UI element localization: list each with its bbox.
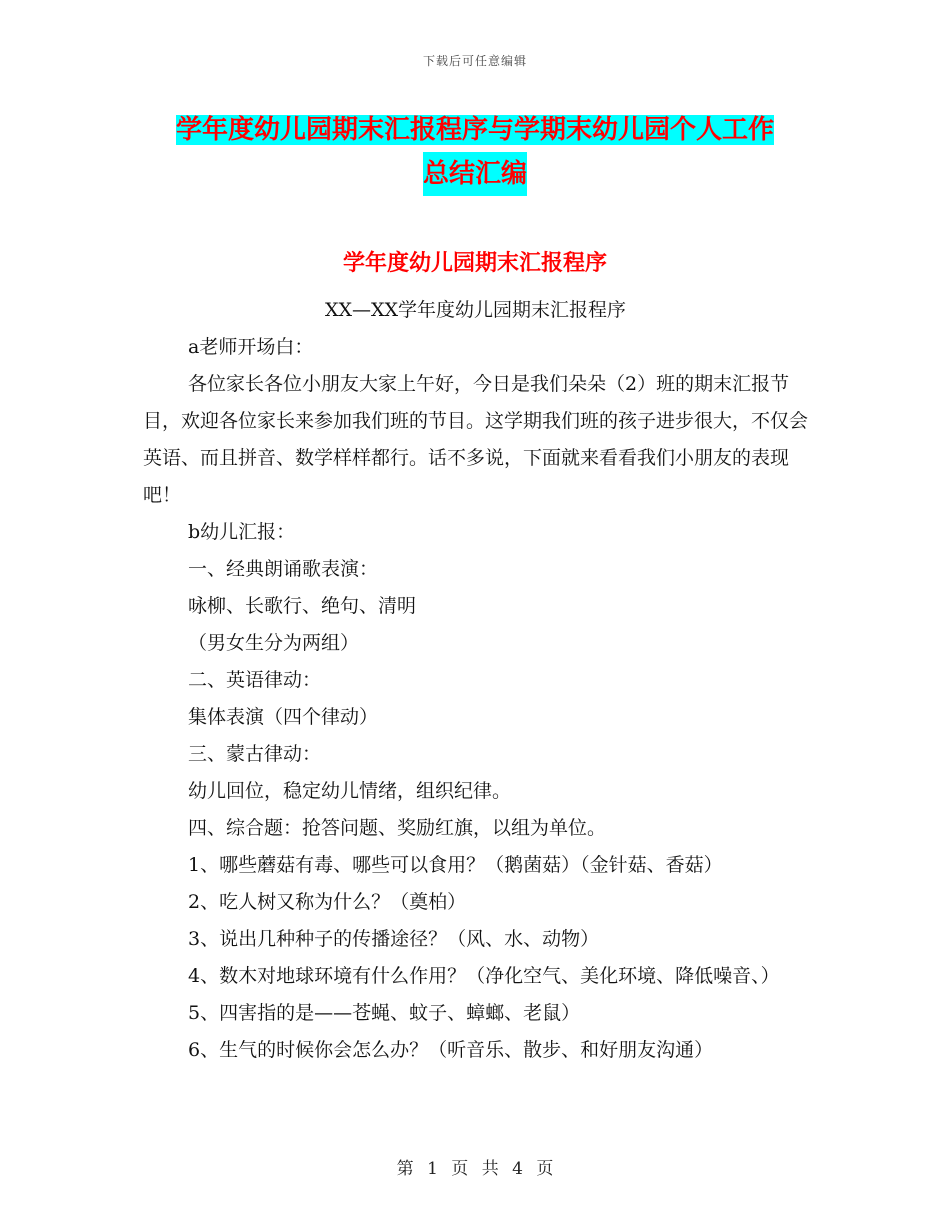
title-line-1: 学年度幼儿园期末汇报程序与学期末幼儿园个人工作 (175, 115, 774, 145)
body-line: 四、综合题：抢答问题、奖励红旗，以组为单位。 (188, 817, 607, 839)
document-body (143, 292, 808, 1069)
body-line: a老师开场白： (188, 336, 314, 358)
quiz-question: 5、四害指的是——苍蝇、蚊子、蟑螂、老鼠） (188, 1002, 581, 1024)
document-title (0, 108, 950, 196)
body-line: （男女生分为两组） (188, 632, 360, 654)
program-subtitle: XX—XX学年度幼儿园期末汇报程序 (324, 299, 627, 321)
quiz-question: 3、说出几种种子的传播途径？（风、水、动物） (188, 928, 600, 950)
body-line: 二、英语律动： (188, 669, 322, 691)
body-line: 咏柳、长歌行、绝句、清明 (188, 595, 417, 617)
opening-speech-paragraph: 各位家长各位小朋友大家上午好，今日是我们朵朵（2）班的期末汇报节目，欢迎各位家长来参加我们班的节目。这学期我们班的孩子进步很大，不仅会英语、而且拼音、数学样样都行。话不多说，下面就来看看我们小朋友的表现吧！ (143, 373, 809, 506)
body-line: b幼儿汇报： (188, 521, 296, 543)
page-header-note: 下载后可任意编辑 (422, 54, 527, 68)
quiz-question: 6、生气的时候你会怎么办？（听音乐、散步、和好朋友沟通） (188, 1039, 714, 1061)
body-line: 集体表演（四个律动） (188, 706, 379, 728)
body-line: 一、经典朗诵歌表演： (188, 558, 379, 580)
body-line: 幼儿回位，稳定幼儿情绪，组织纪律。 (188, 780, 512, 802)
quiz-question: 2、吃人树又称为什么？（奠柏） (188, 891, 467, 913)
page-footer: 第 1 页 共 4 页 (396, 1159, 554, 1179)
title-line-2: 总结汇编 (423, 152, 527, 196)
quiz-question: 1、哪些蘑菇有毒、哪些可以食用？（鹅菌菇）（金针菇、香菇） (188, 854, 723, 876)
quiz-question: 4、数木对地球环境有什么作用？（净化空气、美化环境、降低噪音、） (188, 965, 780, 987)
body-line: 三、蒙古律动： (188, 743, 322, 765)
section-heading: 学年度幼儿园期末汇报程序 (342, 251, 607, 276)
